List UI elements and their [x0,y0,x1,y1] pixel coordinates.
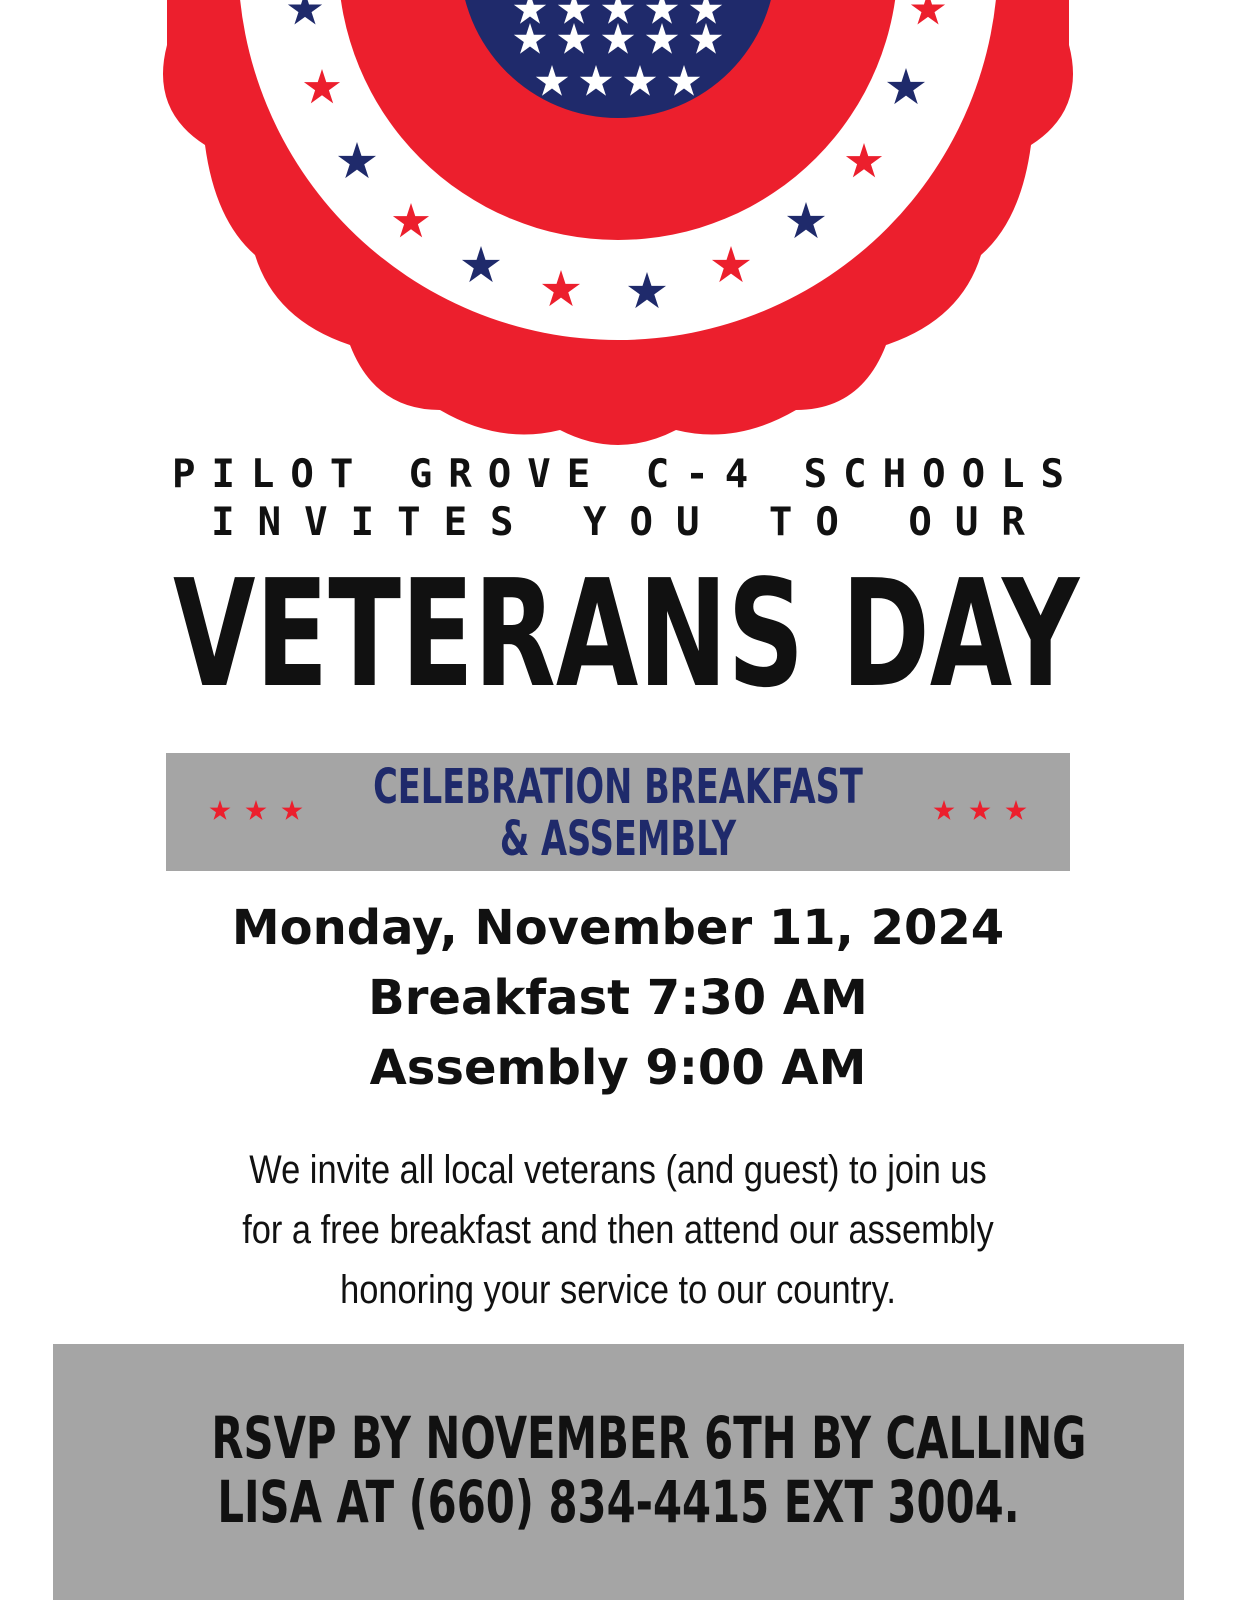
rsvp-box [53,1344,1184,1600]
star-icon [246,800,267,820]
event-title: VETERANS DAY [173,548,1080,720]
assembly-time: Assembly 9:00 AM [369,1040,867,1096]
subtitle-line-celebration: CELEBRATION BREAKFAST [373,759,863,815]
star-icon [970,800,991,820]
breakfast-time: Breakfast 7:30 AM [368,970,868,1026]
star-icon [210,800,231,820]
rsvp-contact: LISA AT (660) 834-4415 EXT 3004. [217,1468,1020,1536]
star-icon [1006,800,1027,820]
subtitle-line-assembly: & ASSEMBLY [499,811,737,867]
event-date: Monday, November 11, 2024 [231,900,1005,956]
header-line-invitation: INVITES YOU TO OUR [211,500,1048,545]
patriotic-bunting-icon [0,0,1236,460]
stars-decoration-right-icon [918,796,1028,826]
rsvp-deadline: RSVP BY NOVEMBER 6TH BY CALLING [211,1404,1087,1472]
invitation-text: We invite all local veterans (and guest) to join us for a free breakfast and then attend our assembly honoring your service to our country. [242,1148,994,1312]
header-line-school: PILOT GROVE C-4 SCHOOLS [171,452,1081,497]
star-icon [934,800,955,820]
subtitle-banner [166,753,1070,871]
